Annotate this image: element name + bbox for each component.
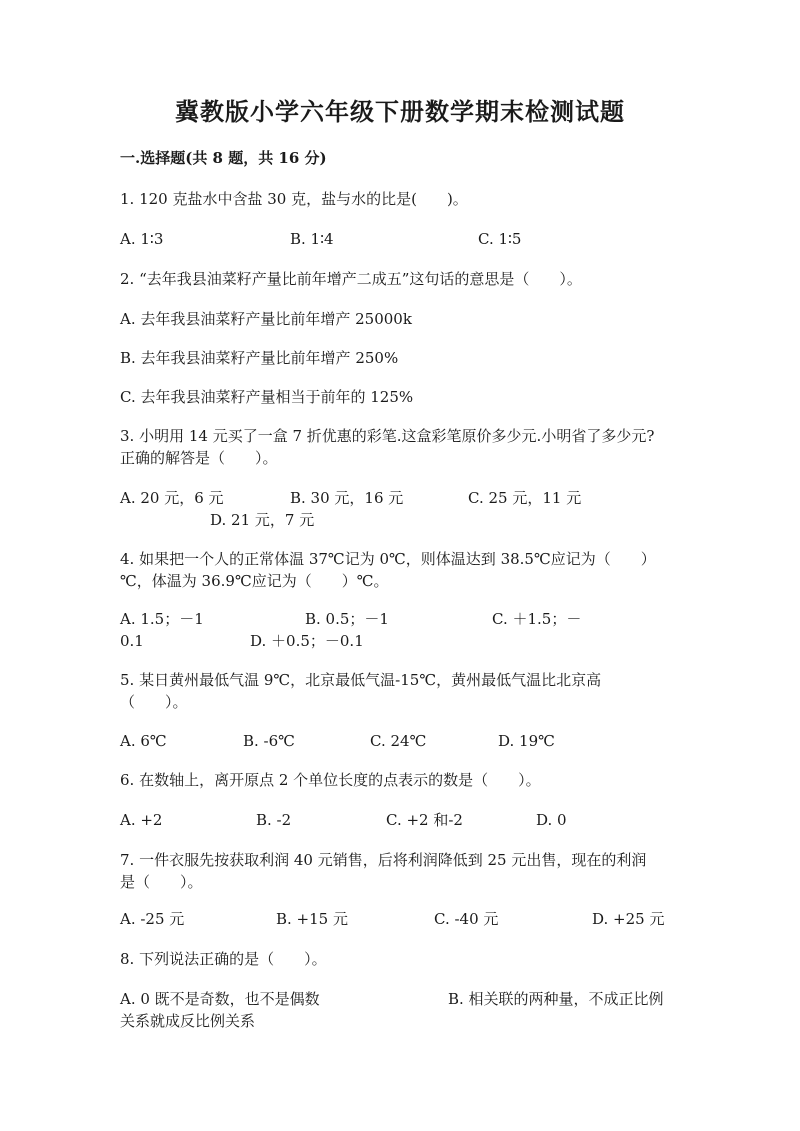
question-3-option-b: B. 30 元，16 元 [290,489,404,507]
question-8-option-b-continued: 关系就成反比例关系 [120,1012,256,1030]
question-1-option-c: C. 1∶5 [478,230,522,248]
question-5-option-b: B. -6℃ [243,732,295,750]
question-8-stem: 8. 下列说法正确的是（ ）。 [120,950,327,968]
page-title: 冀教版小学六年级下册数学期末检测试题 [175,97,625,126]
question-1-option-b: B. 1∶4 [290,230,334,248]
question-6-option-b: B. -2 [256,811,292,829]
question-3-option-c: C. 25 元，11 元 [468,489,582,507]
question-6-option-c: C. +2 和-2 [386,811,463,829]
question-6-option-a: A. +2 [120,811,163,829]
question-7-stem-line-2: 是（ ）。 [120,873,203,891]
question-7-option-b: B. +15 元 [276,910,348,928]
question-5-option-c: C. 24℃ [370,732,427,750]
question-4-option-a: A. 1.5；－1 [120,610,204,628]
question-5-stem-line-1: 5. 某日黄州最低气温 9℃，北京最低气温-15℃，黄州最低气温比北京高 [120,671,602,689]
question-2-option-a: A. 去年我县油菜籽产量比前年增产 25000k [120,310,412,328]
question-6-stem: 6. 在数轴上，离开原点 2 个单位长度的点表示的数是（ ）。 [120,771,541,789]
question-4-option-d: D. ＋0.5；－0.1 [250,632,364,650]
question-1-stem: 1. 120 克盐水中含盐 30 克，盐与水的比是( )。 [120,190,468,208]
question-4-stem-line-2: ℃，体温为 36.9℃应记为（ ）℃。 [120,572,389,590]
question-1-option-a: A. 1∶3 [120,230,164,248]
question-5-option-d: D. 19℃ [498,732,555,750]
question-3-stem-line-1: 3. 小明用 14 元买了一盒 7 折优惠的彩笔.这盒彩笔原价多少元.小明省了多少元? [120,427,655,445]
question-8-option-a: A. 0 既不是奇数，也不是偶数 [120,990,320,1008]
question-4-stem-line-1: 4. 如果把一个人的正常体温 37℃记为 0℃，则体温达到 38.5℃应记为（ ） [120,550,656,568]
question-7-option-d: D. +25 元 [592,910,665,928]
question-6-option-d: D. 0 [536,811,567,829]
question-3-stem-line-2: 正确的解答是（ ）。 [120,449,278,467]
question-7-option-a: A. -25 元 [120,910,185,928]
question-7-option-c: C. -40 元 [434,910,499,928]
question-4-option-b: B. 0.5；－1 [305,610,389,628]
question-2-stem: 2. “去年我县油菜籽产量比前年增产二成五”这句话的意思是（ ）。 [120,270,582,288]
question-3-option-a: A. 20 元，6 元 [120,489,224,507]
question-4-option-c-continued: 0.1 [120,632,144,650]
question-3-option-d: D. 21 元，7 元 [210,511,315,529]
question-7-stem-line-1: 7. 一件衣服先按获取利润 40 元销售，后将利润降低到 25 元出售，现在的利润 [120,851,647,869]
question-8-option-b: B. 相关联的两种量，不成正比例 [448,990,664,1008]
question-4-option-c: C. ＋1.5；－ [492,610,582,628]
question-5-stem-line-2: （ ）。 [120,693,188,711]
section-heading: 一.选择题(共 8 题，共 16 分) [120,149,327,167]
question-5-option-a: A. 6℃ [120,732,167,750]
question-2-option-b: B. 去年我县油菜籽产量比前年增产 250% [120,349,399,367]
question-2-option-c: C. 去年我县油菜籽产量相当于前年的 125% [120,388,414,406]
